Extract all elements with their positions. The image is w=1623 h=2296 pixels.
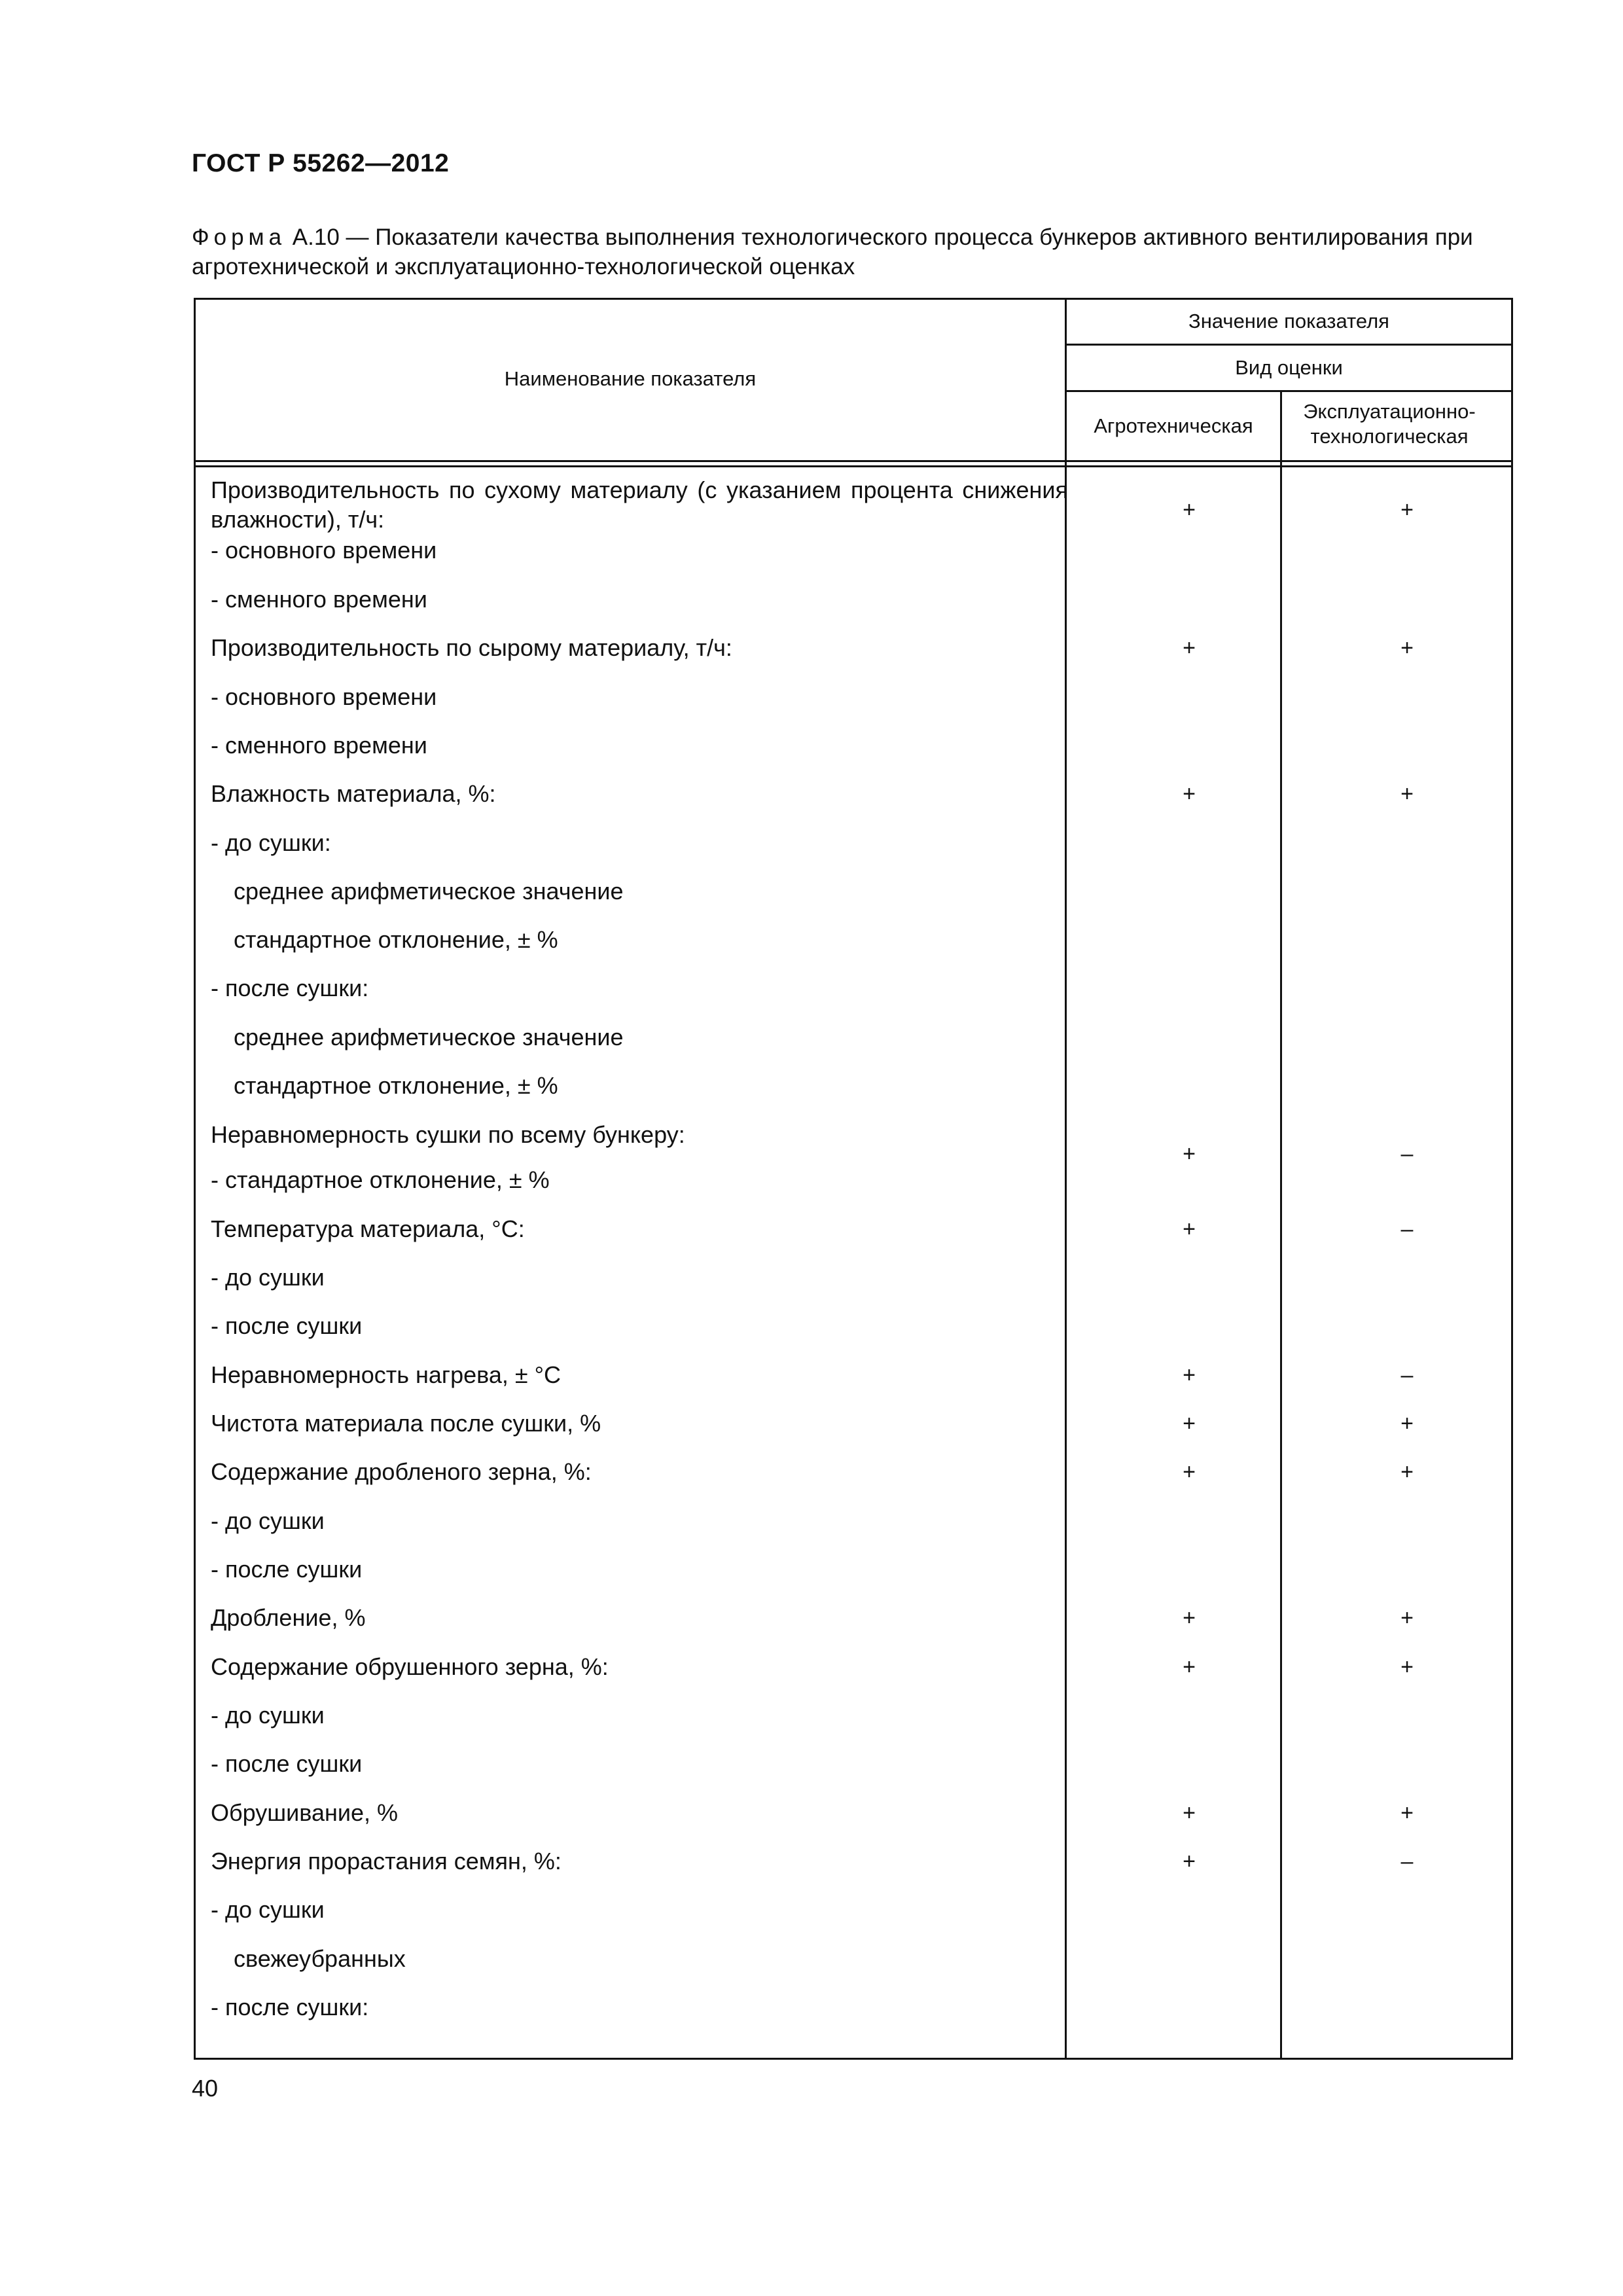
indicator-name: Температура материала, °С: [211, 1215, 525, 1242]
form-label: Форма [192, 224, 287, 250]
agro-mark: + [1183, 1411, 1196, 1436]
indicator-name: - до сушки [211, 1896, 325, 1923]
caption-text: А.10 — Показатели качества выполнения технологического процесса бункеров активного вентилирования при агротехнической и эксплуатационно-технологической оценках [192, 224, 1473, 279]
indicator-name: - после сушки [211, 1750, 363, 1777]
page-number: 40 [192, 2075, 219, 2102]
header-bottom-line-b [196, 465, 1511, 467]
indicators-table [194, 298, 1513, 2060]
expl-mark: + [1400, 1605, 1414, 1630]
indicator-name: - сменного времени [211, 586, 427, 613]
expl-mark: – [1400, 1217, 1414, 1242]
table-caption [192, 223, 1533, 281]
indicator-name: - сменного времени [211, 732, 427, 759]
indicator-name: - до сушки [211, 1702, 325, 1729]
agro-mark: + [1183, 1363, 1196, 1388]
indicator-name: Неравномерность сушки по всему бункеру: [211, 1121, 685, 1148]
agro-mark: + [1183, 1460, 1196, 1484]
indicator-name: - стандартное отклонение, ± % [211, 1166, 550, 1193]
header-line-2 [1065, 390, 1511, 392]
header-expl-column: Эксплуатационно-технологическая [1303, 400, 1476, 448]
document-code: ГОСТ Р 55262—2012 [192, 149, 450, 177]
indicator-name: Энергия прорастания семян, %: [211, 1848, 562, 1874]
expl-mark: – [1400, 1141, 1414, 1166]
indicator-name: - после сушки [211, 1312, 363, 1339]
expl-mark: – [1400, 1363, 1414, 1388]
header-bottom-line-a [196, 460, 1511, 462]
agro-mark: + [1183, 781, 1196, 806]
agro-mark: + [1183, 1141, 1196, 1166]
indicator-name: Чистота материала после сушки, % [211, 1410, 601, 1437]
expl-mark: + [1400, 1801, 1414, 1825]
indicator-name: - основного времени [211, 683, 437, 710]
expl-mark: + [1400, 1460, 1414, 1484]
indicator-name: Содержание обрушенного зерна, %: [211, 1653, 609, 1680]
indicator-name: среднее арифметическое значение [234, 878, 624, 905]
expl-mark: – [1400, 1849, 1414, 1874]
indicator-name: - до сушки [211, 1264, 325, 1291]
header-name-column: Наименование показателя [504, 367, 757, 390]
indicator-name: Влажность материала, %: [211, 780, 496, 807]
indicator-name: Дробление, % [211, 1604, 366, 1631]
indicator-name: - после сушки [211, 1556, 363, 1583]
agro-mark: + [1183, 1801, 1196, 1825]
indicator-name: стандартное отклонение, ± % [234, 926, 558, 953]
indicator-name: Производительность по сырому материалу, т/ч: [211, 634, 732, 661]
indicator-name: свежеубранных [234, 1945, 406, 1972]
indicator-name: - основного времени [211, 537, 437, 564]
indicator-name: - до сушки: [211, 829, 331, 856]
expl-mark: + [1400, 1655, 1414, 1679]
header-eval-type: Вид оценки [1235, 356, 1343, 379]
agro-mark: + [1183, 1849, 1196, 1874]
indicator-name: Производительность по сухому материалу (с указанием процента снижения влажности), т/ч: [211, 476, 1068, 533]
expl-mark: + [1400, 781, 1414, 806]
indicator-name: стандартное отклонение, ± % [234, 1072, 558, 1099]
header-value-group: Значение показателя [1188, 310, 1389, 332]
indicator-name: Содержание дробленого зерна, %: [211, 1458, 592, 1485]
indicator-name: среднее арифметическое значение [234, 1024, 624, 1050]
expl-mark: + [1400, 636, 1414, 660]
expl-mark: + [1400, 497, 1414, 522]
header-agro-column: Агротехническая [1094, 414, 1253, 437]
agro-mark: + [1183, 1655, 1196, 1679]
indicator-name: Обрушивание, % [211, 1799, 398, 1826]
indicator-name: Неравномерность нагрева, ± °С [211, 1361, 562, 1388]
indicator-name: - после сушки: [211, 975, 369, 1001]
indicator-name: - до сушки [211, 1507, 325, 1534]
agro-mark: + [1183, 497, 1196, 522]
agro-mark: + [1183, 636, 1196, 660]
indicator-name: - после сушки: [211, 1994, 369, 2020]
expl-mark: + [1400, 1411, 1414, 1436]
agro-mark: + [1183, 1605, 1196, 1630]
col-divider-name [1065, 300, 1067, 2058]
agro-mark: + [1183, 1217, 1196, 1242]
header-line-1 [1065, 344, 1511, 346]
